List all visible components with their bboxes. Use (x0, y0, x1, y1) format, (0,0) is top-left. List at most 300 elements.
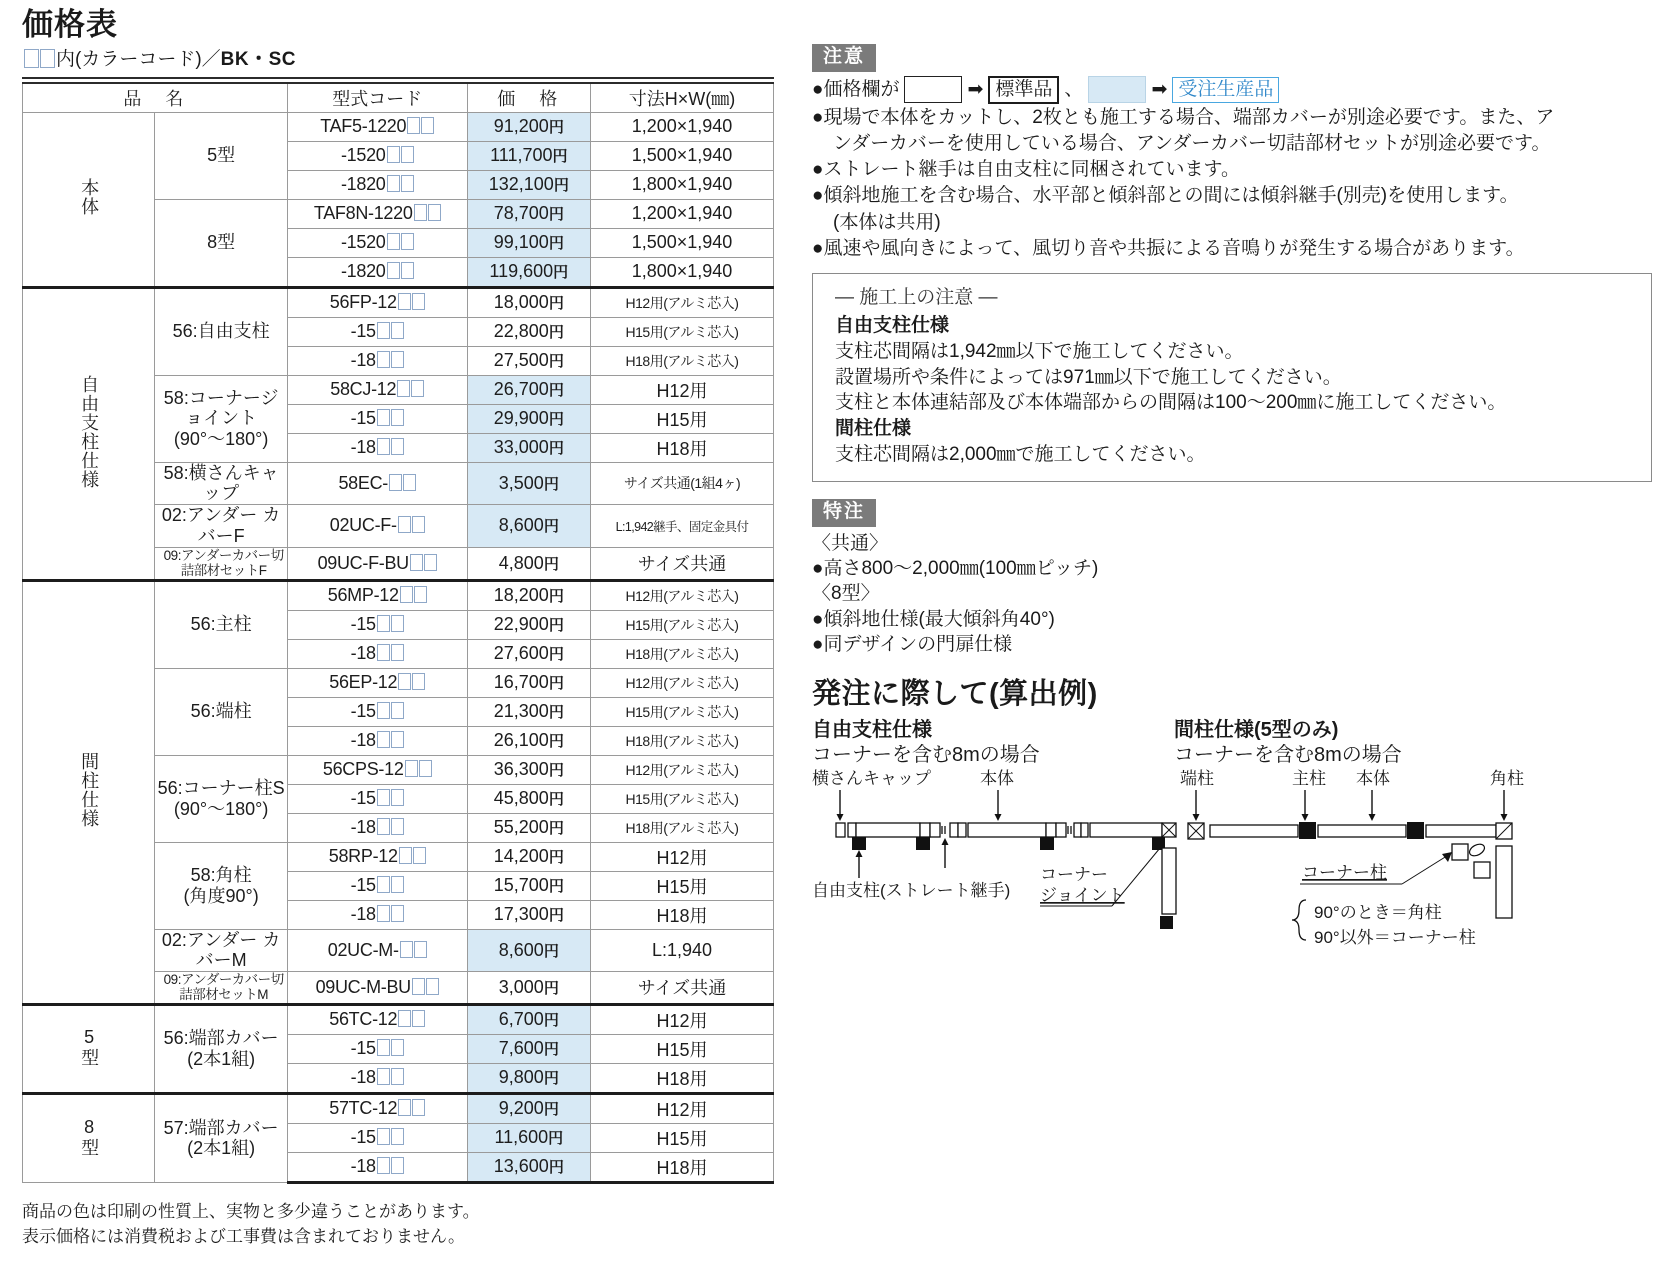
legend-prefix: ●価格欄が (812, 79, 900, 101)
color-code-box-icon (397, 380, 410, 397)
yen-symbol: 円 (543, 475, 559, 493)
page-title: 価格表 (22, 7, 118, 42)
price-cell: 18,200円 (467, 580, 590, 610)
header-name: 品 名 (23, 83, 288, 113)
yen-symbol: 円 (543, 942, 559, 960)
color-code-box-icon (413, 847, 426, 864)
color-code-box-icon (412, 516, 425, 533)
color-code-box-icon (391, 702, 404, 719)
group-label (23, 287, 155, 580)
notes-line: 支柱芯間隔は1,942㎜以下で施工してください。 (835, 340, 1244, 362)
product-name-cell: 02:アンダー カバーF (155, 505, 287, 547)
notes-subtitle-free-post: 自由支柱仕様 (835, 314, 950, 336)
special-order-line: ●傾斜地仕様(最大傾斜角40°) (812, 608, 1055, 630)
dimension-cell: 1,800×1,940 (591, 170, 774, 199)
model-code-cell: -18 (287, 346, 467, 375)
diagram-right-subtitle: コーナーを含む8mの場合 (1174, 744, 1402, 767)
color-code-box-icon (40, 49, 55, 68)
caution-bullets (812, 76, 1652, 261)
dimension-cell: H12用(アルミ芯入) (591, 668, 774, 697)
color-code-box-icon (377, 438, 390, 455)
model-code-cell: -15 (287, 1034, 467, 1063)
color-code-box-icon (407, 117, 420, 134)
yen-symbol: 円 (548, 820, 564, 838)
price-cell: 21,300円 (467, 697, 590, 726)
color-code-box-icon (391, 876, 404, 893)
label-rule-non90: 90°以外＝コーナー柱 (1314, 928, 1476, 948)
color-code-box-icon (377, 876, 390, 893)
price-cell: 14,200円 (467, 842, 590, 871)
model-code-cell: -18 (287, 900, 467, 929)
dimension-cell: L:1,942継手、固定金具付 (591, 505, 774, 547)
price-cell: 78,700円 (467, 199, 590, 228)
label-rule-90: 90°のとき＝角柱 (1314, 903, 1442, 923)
color-code-box-icon (391, 1157, 404, 1174)
yen-symbol: 円 (548, 353, 564, 371)
special-order-section (812, 499, 1652, 657)
group-label (23, 1093, 155, 1182)
model-code-cell: -1520 (287, 228, 467, 257)
color-code-box-icon (391, 905, 404, 922)
product-name-cell: 5型 (155, 112, 287, 199)
model-code-cell: 57TC-12 (287, 1093, 467, 1123)
product-name-cell: 8型 (155, 199, 287, 287)
yen-symbol: 円 (548, 849, 564, 867)
price-table (22, 82, 774, 1184)
color-code-box-icon (400, 586, 413, 603)
color-code-box-icon (377, 322, 390, 339)
price-cell: 33,000円 (467, 433, 590, 462)
color-code-box-icon (389, 474, 402, 491)
yen-symbol: 円 (543, 1012, 559, 1030)
model-code-cell: -15 (287, 610, 467, 639)
model-code-cell: -15 (287, 1123, 467, 1152)
caution-tag: 注意 (812, 44, 876, 72)
model-code-cell: -15 (287, 871, 467, 900)
yen-symbol: 円 (543, 518, 559, 536)
color-code-box-icon (405, 760, 418, 777)
yen-symbol: 円 (548, 411, 564, 429)
model-code-cell: -18 (287, 1152, 467, 1182)
price-cell: 119,600円 (467, 257, 590, 287)
caution-item: ●風速や風向きによって、風切り音や共振による音鳴りが発生する場合があります。 (812, 237, 1525, 259)
header-price: 価 格 (467, 83, 590, 113)
dimension-cell: H18用 (591, 1063, 774, 1093)
special-order-body (812, 531, 1652, 657)
price-cell: 99,100円 (467, 228, 590, 257)
label-corner-joint-2: ジョイント (1040, 886, 1125, 906)
caution-item: ●傾斜地施工を含む場合、水平部と傾斜部との間には傾斜継手(別売)を使用します。 (812, 185, 1519, 207)
notes-line: 支柱と本体連結部及び本体端部からの間隔は100〜200㎜に施工してください。 (835, 392, 1507, 414)
color-code-box-icon (377, 818, 390, 835)
color-code-box-icon (377, 731, 390, 748)
dimension-cell: H15用(アルミ芯入) (591, 317, 774, 346)
color-code-box-icon (414, 204, 427, 221)
color-code-box-icon (387, 262, 400, 279)
group-label (23, 580, 155, 1004)
price-cell: 8,600円 (467, 505, 590, 547)
model-code-cell: -15 (287, 697, 467, 726)
price-cell: 3,000円 (467, 971, 590, 1004)
yen-symbol: 円 (548, 295, 564, 313)
model-code-cell: 58EC- (287, 462, 467, 504)
price-cell: 16,700円 (467, 668, 590, 697)
dimension-cell: H18用(アルミ芯入) (591, 726, 774, 755)
price-cell: 17,300円 (467, 900, 590, 929)
price-cell: 91,200円 (467, 112, 590, 141)
model-code-cell: 56CPS-12 (287, 755, 467, 784)
color-code-box-icon (399, 847, 412, 864)
price-cell: 6,700円 (467, 1004, 590, 1034)
color-code-note (22, 48, 774, 79)
model-code-cell: TAF5-1220 (287, 112, 467, 141)
model-code-cell: 56EP-12 (287, 668, 467, 697)
product-name-cell: 57:端部カバー (2本1組) (155, 1093, 287, 1182)
special-order-line: ●同デザインの門扉仕様 (812, 633, 1013, 655)
color-code-box-icon (426, 978, 439, 995)
yen-symbol: 円 (548, 704, 564, 722)
yen-symbol: 円 (548, 324, 564, 342)
yen-symbol: 円 (548, 675, 564, 693)
special-order-tag: 特注 (812, 499, 876, 527)
dimension-cell: H18用(アルミ芯入) (591, 639, 774, 668)
dimension-cell: H12用(アルミ芯入) (591, 287, 774, 317)
color-code-values: BK・SC (220, 49, 296, 71)
dimension-cell: H15用 (591, 871, 774, 900)
product-name-cell: 09:アンダーカバー切詰部材セットM (155, 971, 287, 1004)
price-cell: 27,500円 (467, 346, 590, 375)
yen-symbol: 円 (543, 1041, 559, 1059)
header-dim: 寸法H×W(㎜) (591, 83, 774, 113)
color-code-box-icon (387, 175, 400, 192)
dimension-cell: H18用(アルミ芯入) (591, 346, 774, 375)
table-row (23, 1093, 774, 1123)
yen-symbol: 円 (548, 440, 564, 458)
color-code-box-icon (387, 233, 400, 250)
model-code-cell: -1820 (287, 257, 467, 287)
dimension-cell: 1,500×1,940 (591, 228, 774, 257)
special-order-line: 〈8型〉 (812, 583, 880, 605)
color-code-box-icon (377, 905, 390, 922)
group-label (23, 112, 155, 287)
dimension-cell: H12用 (591, 842, 774, 871)
model-code-cell: 56MP-12 (287, 580, 467, 610)
model-code-cell: 56TC-12 (287, 1004, 467, 1034)
color-code-box-icon (421, 117, 434, 134)
table-row (23, 580, 774, 610)
caution-item: (本体は共用) (833, 211, 941, 233)
legend-comma: 、 (1064, 79, 1084, 101)
dimension-cell: H18用 (591, 1152, 774, 1182)
color-code-box-icon (401, 233, 414, 250)
model-code-cell: -15 (287, 404, 467, 433)
price-cell: 132,100円 (467, 170, 590, 199)
product-name-cell: 58:コーナージョイント (90°〜180°) (155, 375, 287, 462)
price-cell: 8,600円 (467, 929, 590, 971)
special-order-line: ●高さ800〜2,000㎜(100㎜ピッチ) (812, 558, 1099, 579)
product-name-cell: 09:アンダーカバー切詰部材セットF (155, 547, 287, 580)
model-code-cell: 58CJ-12 (287, 375, 467, 404)
color-code-box-icon (391, 322, 404, 339)
price-cell: 9,200円 (467, 1093, 590, 1123)
price-cell: 26,700円 (467, 375, 590, 404)
color-code-box-icon (377, 615, 390, 632)
yen-symbol: 円 (548, 791, 564, 809)
color-code-box-icon (391, 615, 404, 632)
diagram-intermediate-post (1174, 718, 1654, 948)
notes-line: 設置場所や条件によっては971㎜以下で施工してください。 (835, 366, 1342, 388)
dimension-cell: H18用 (591, 900, 774, 929)
installation-notes-title: ― 施工上の注意 ― (835, 287, 998, 309)
color-code-box-icon (391, 1068, 404, 1085)
diagram-right-title: 間柱仕様(5型のみ) (1174, 719, 1339, 742)
color-code-box-icon (398, 1099, 411, 1116)
product-name-cell: 56:端部カバー (2本1組) (155, 1004, 287, 1093)
price-cell: 7,600円 (467, 1034, 590, 1063)
color-code-box-icon (412, 978, 425, 995)
product-name-cell: 56:主柱 (155, 580, 287, 668)
color-code-box-icon (387, 146, 400, 163)
dimension-cell: H15用 (591, 404, 774, 433)
yen-symbol: 円 (543, 555, 559, 573)
yen-symbol: 円 (548, 235, 564, 253)
dimension-cell: L:1,940 (591, 929, 774, 971)
model-code-cell: 09UC-M-BU (287, 971, 467, 1004)
product-name-cell: 56:自由支柱 (155, 287, 287, 375)
yen-symbol: 円 (553, 177, 569, 195)
footnote-line: 商品の色は印刷の性質上、実物と多少違うことがあります。 (22, 1201, 480, 1221)
model-code-cell: -18 (287, 726, 467, 755)
color-code-box-icon (401, 146, 414, 163)
color-code-box-icon (391, 351, 404, 368)
dimension-cell: H18用(アルミ芯入) (591, 813, 774, 842)
diagram-left-title: 自由支柱仕様 (812, 719, 932, 742)
dimension-cell: H12用 (591, 1004, 774, 1034)
label-corner-post: コーナー柱 (1302, 863, 1387, 883)
group-label-text: 本体 (79, 178, 100, 217)
price-table-head (23, 83, 774, 113)
yen-symbol: 円 (548, 119, 564, 137)
right-column (812, 44, 1652, 968)
left-column (22, 8, 774, 1249)
color-code-box-icon (403, 474, 416, 491)
color-code-box-icon (398, 293, 411, 310)
color-code-box-icon (401, 175, 414, 192)
color-code-box-icon (414, 586, 427, 603)
color-code-box-icon (24, 49, 39, 68)
dimension-cell: サイズ共通 (591, 971, 774, 1004)
color-code-box-icon (411, 380, 424, 397)
installation-notes-box (812, 273, 1652, 482)
model-code-cell: -18 (287, 433, 467, 462)
price-cell: 11,600円 (467, 1123, 590, 1152)
price-cell: 13,600円 (467, 1152, 590, 1182)
color-code-box-icon (412, 1099, 425, 1116)
price-cell: 36,300円 (467, 755, 590, 784)
model-code-cell: -15 (287, 784, 467, 813)
color-code-box-icon (377, 644, 390, 661)
price-cell: 27,600円 (467, 639, 590, 668)
dimension-cell: H15用(アルミ芯入) (591, 697, 774, 726)
color-code-box-icon (391, 789, 404, 806)
price-cell: 29,900円 (467, 404, 590, 433)
caution-item: ●ストレート継手は自由支柱に同梱されています。 (812, 159, 1240, 181)
color-code-box-icon (410, 554, 423, 571)
special-order-line: 〈共通〉 (812, 532, 889, 554)
color-code-box-icon (391, 818, 404, 835)
color-code-box-icon (398, 673, 411, 690)
yen-symbol: 円 (548, 907, 564, 925)
model-code-cell: -15 (287, 317, 467, 346)
model-code-cell: -18 (287, 1063, 467, 1093)
color-code-box-icon (398, 1010, 411, 1027)
table-header-row (23, 83, 774, 113)
color-code-box-icon (412, 673, 425, 690)
price-cell: 4,800円 (467, 547, 590, 580)
dimension-cell: H12用(アルミ芯入) (591, 755, 774, 784)
price-cell: 15,700円 (467, 871, 590, 900)
color-code-box-icon (377, 1157, 390, 1174)
color-code-box-icon (377, 789, 390, 806)
color-code-box-icon (424, 554, 437, 571)
caution-item: ンダーカバーを使用している場合、アンダーカバー切詰部材セットが別途必要です。 (833, 132, 1551, 154)
model-code-cell: -18 (287, 639, 467, 668)
color-code-box-icon (391, 438, 404, 455)
header-code: 型式コード (287, 83, 467, 113)
diagram-right-figure (1174, 768, 1594, 948)
model-code-cell: 02UC-M- (287, 929, 467, 971)
dimension-cell: 1,200×1,940 (591, 199, 774, 228)
group-label (23, 1004, 155, 1093)
arrow-right-icon: ➡ (967, 79, 984, 101)
legend-blue-swatch (1088, 76, 1146, 103)
dimension-cell: サイズ共通 (591, 547, 774, 580)
dimension-cell: H15用(アルミ芯入) (591, 610, 774, 639)
caution-item: ●現場で本体をカットし、2枚とも施工する場合、端部カバーが別途必要です。また、ア (812, 106, 1555, 128)
price-cell: 26,100円 (467, 726, 590, 755)
color-code-box-icon (412, 1010, 425, 1027)
dimension-cell: H12用(アルミ芯入) (591, 580, 774, 610)
dimension-cell: H15用 (591, 1123, 774, 1152)
model-code-cell: 56FP-12 (287, 287, 467, 317)
group-label-text: 8型 (79, 1116, 100, 1157)
model-code-cell: 58RP-12 (287, 842, 467, 871)
color-code-box-icon (412, 293, 425, 310)
price-cell: 45,800円 (467, 784, 590, 813)
color-code-box-icon (391, 409, 404, 426)
label-cross-cap: 横さんキャップ (812, 769, 931, 789)
yen-symbol: 円 (548, 588, 564, 606)
color-code-box-icon (377, 702, 390, 719)
table-row (23, 287, 774, 317)
color-code-box-icon (377, 409, 390, 426)
dimension-cell: H15用 (591, 1034, 774, 1063)
price-cell: 3,500円 (467, 462, 590, 504)
diagram-free-post (812, 718, 1182, 948)
color-code-note-text: 内(カラーコード)／ (56, 49, 221, 71)
yen-symbol: 円 (548, 1159, 564, 1177)
product-name-cell: 02:アンダー カバーM (155, 929, 287, 971)
label-square-post: 角柱 (1490, 769, 1524, 789)
arrow-right-icon: ➡ (1151, 79, 1168, 101)
label-body: 本体 (1356, 769, 1390, 789)
model-code-cell: -18 (287, 813, 467, 842)
dimension-cell: 1,800×1,940 (591, 257, 774, 287)
price-color-legend (812, 76, 1652, 104)
yen-symbol: 円 (548, 878, 564, 896)
label-end-post: 端柱 (1180, 769, 1214, 789)
color-code-box-icon (419, 760, 432, 777)
yen-symbol: 円 (543, 1101, 559, 1119)
model-code-cell: -1520 (287, 141, 467, 170)
color-code-box-icon (377, 1068, 390, 1085)
color-code-box-icon (428, 204, 441, 221)
dimension-cell: H18用 (591, 433, 774, 462)
dimension-cell: H15用(アルミ芯入) (591, 784, 774, 813)
color-code-box-icon (377, 351, 390, 368)
dimension-cell: H12用 (591, 1093, 774, 1123)
color-code-box-icon (391, 731, 404, 748)
notes-line: 支柱芯間隔は2,000㎜で施工してください。 (835, 444, 1206, 466)
legend-white-swatch (904, 76, 962, 103)
ordering-example-title: 発注に際して(算出例) (812, 678, 1098, 711)
price-cell: 22,900円 (467, 610, 590, 639)
dimension-cell: 1,200×1,940 (591, 112, 774, 141)
label-corner-joint-1: コーナー (1040, 865, 1108, 885)
yen-symbol: 円 (543, 1070, 559, 1088)
price-cell: 111,700円 (467, 141, 590, 170)
legend-standard-label: 標準品 (988, 76, 1059, 104)
product-name-cell: 56:コーナー柱S (90°〜180°) (155, 755, 287, 842)
color-code-box-icon (414, 941, 427, 958)
footnote-line: 表示価格には消費税および工事費は含まれておりません。 (22, 1226, 466, 1246)
dimension-cell: サイズ共通(1組4ヶ) (591, 462, 774, 504)
yen-symbol: 円 (553, 264, 569, 282)
model-code-cell: 02UC-F- (287, 505, 467, 547)
ordering-diagrams (812, 718, 1652, 968)
yen-symbol: 円 (548, 382, 564, 400)
yen-symbol: 円 (548, 617, 564, 635)
color-code-box-icon (398, 516, 411, 533)
yen-symbol: 円 (548, 762, 564, 780)
yen-symbol: 円 (548, 206, 564, 224)
price-cell: 55,200円 (467, 813, 590, 842)
table-row (23, 1004, 774, 1034)
price-table-body (23, 112, 774, 1182)
group-label-text: 自由支柱仕様 (79, 374, 100, 489)
yen-symbol: 円 (543, 979, 559, 997)
diagram-left-figure (812, 768, 1182, 948)
group-label-text: 5型 (79, 1027, 100, 1068)
yen-symbol: 円 (548, 646, 564, 664)
product-name-cell: 58:角柱 (角度90°) (155, 842, 287, 929)
yen-symbol: 円 (548, 1130, 564, 1148)
yen-symbol: 円 (552, 148, 568, 166)
color-code-box-icon (377, 1128, 390, 1145)
price-cell: 9,800円 (467, 1063, 590, 1093)
color-code-box-icon (400, 941, 413, 958)
dimension-cell: H12用 (591, 375, 774, 404)
product-name-cell: 58:横さんキャップ (155, 462, 287, 504)
label-body: 本体 (980, 769, 1014, 789)
notes-subtitle-intermediate-post: 間柱仕様 (835, 418, 912, 440)
color-code-box-icon (391, 644, 404, 661)
color-code-box-icon (391, 1128, 404, 1145)
group-label-text: 間柱仕様 (79, 752, 100, 829)
model-code-cell: -1820 (287, 170, 467, 199)
yen-symbol: 円 (548, 733, 564, 751)
label-main-post: 主柱 (1292, 769, 1326, 789)
